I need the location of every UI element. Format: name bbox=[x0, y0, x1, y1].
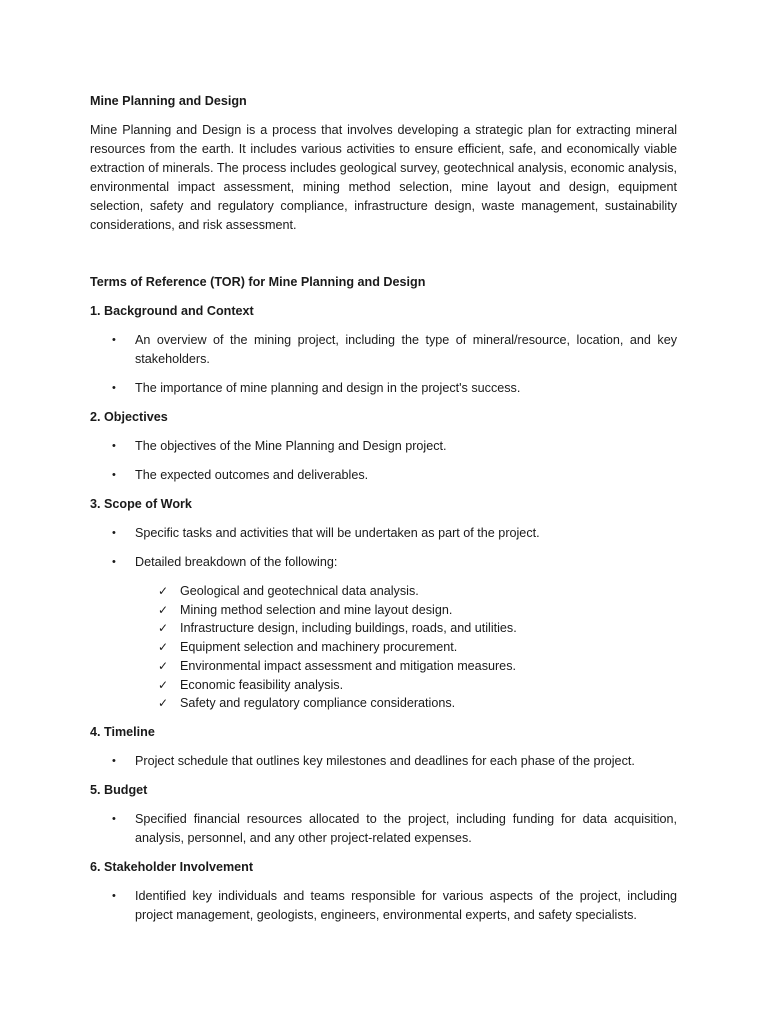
list-item-text: Specific tasks and activities that will be undertaken as part of the project. bbox=[135, 526, 540, 540]
list-item-text: Specified financial resources allocated to the project, including funding for data acquisition, analysis, personnel, and any other project-related expenses. bbox=[135, 811, 677, 845]
list-item-text: The objectives of the Mine Planning and Design project. bbox=[135, 439, 447, 453]
bullet-list-budget bbox=[90, 810, 677, 848]
bullet-icon: • bbox=[112, 334, 116, 346]
checklist-item bbox=[90, 619, 677, 638]
checklist-scope bbox=[90, 582, 677, 713]
list-item bbox=[90, 887, 677, 925]
section-heading-stakeholders: 6. Stakeholder Involvement bbox=[90, 859, 254, 874]
document-page bbox=[90, 92, 677, 935]
checklist-item bbox=[90, 676, 677, 695]
list-item bbox=[90, 752, 677, 771]
list-item-text: An overview of the mining project, including the type of mineral/resource, location, and key stakeholders. bbox=[135, 333, 677, 366]
checklist-item-text: Environmental impact assessment and mitigation measures. bbox=[180, 658, 516, 673]
bullet-icon: • bbox=[112, 889, 116, 902]
intro-paragraph: Mine Planning and Design is a process that involves developing a strategic plan for extracting mineral resources from the earth. It includes various activities to ensure efficient, safe, and economically viable extraction of minerals. The process includes geological survey, geotechnical analysis, economic analysis, environmental impact assessment, mining method selection, mine layout and design, equipment selection, safety and regulatory compliance, infrastructure design, waste management, sustainability considerations, and risk assessment. bbox=[90, 123, 677, 232]
list-item-text: The expected outcomes and deliverables. bbox=[135, 468, 369, 482]
list-item bbox=[90, 331, 677, 369]
checkmark-icon: ✓ bbox=[158, 621, 169, 636]
checklist-item-text: Mining method selection and mine layout design. bbox=[180, 602, 453, 617]
tor-title: Terms of Reference (TOR) for Mine Planning and Design bbox=[90, 275, 426, 289]
bullet-list-background bbox=[90, 331, 677, 398]
checklist-item-text: Economic feasibility analysis. bbox=[180, 677, 344, 692]
list-item bbox=[90, 437, 677, 456]
bullet-list-stakeholders bbox=[90, 887, 677, 925]
list-item bbox=[90, 379, 677, 398]
checklist-item bbox=[90, 657, 677, 676]
bullet-icon: • bbox=[112, 527, 116, 539]
bullet-icon: • bbox=[112, 754, 116, 767]
checkmark-icon: ✓ bbox=[158, 658, 169, 673]
list-item bbox=[90, 524, 677, 543]
bullet-list-scope bbox=[90, 524, 677, 572]
checklist-item bbox=[90, 638, 677, 657]
list-item bbox=[90, 553, 677, 572]
bullet-list-objectives bbox=[90, 437, 677, 485]
checklist-item-text: Infrastructure design, including buildings, roads, and utilities. bbox=[180, 621, 517, 636]
bullet-icon: • bbox=[112, 382, 116, 394]
checklist-item bbox=[90, 694, 677, 713]
section-heading-objectives: 2. Objectives bbox=[90, 410, 168, 424]
checklist-item bbox=[90, 582, 677, 601]
bullet-icon: • bbox=[112, 556, 116, 568]
checkmark-icon: ✓ bbox=[158, 602, 169, 617]
checklist-item-text: Safety and regulatory compliance considerations. bbox=[180, 696, 456, 711]
checklist-item bbox=[90, 601, 677, 620]
checklist-item-text: Equipment selection and machinery procurement. bbox=[180, 640, 458, 655]
list-item bbox=[90, 810, 677, 848]
list-item-text: Detailed breakdown of the following: bbox=[135, 555, 338, 569]
document-title: Mine Planning and Design bbox=[90, 94, 247, 108]
list-item-text: Project schedule that outlines key milestones and deadlines for each phase of the project. bbox=[135, 753, 635, 768]
section-heading-budget: 5. Budget bbox=[90, 782, 148, 797]
section-heading-timeline: 4. Timeline bbox=[90, 724, 155, 739]
checkmark-icon: ✓ bbox=[158, 696, 169, 711]
section-heading-scope: 3. Scope of Work bbox=[90, 497, 192, 511]
bullet-icon: • bbox=[112, 440, 116, 452]
section-heading-background: 1. Background and Context bbox=[90, 304, 254, 318]
checkmark-icon: ✓ bbox=[158, 677, 169, 692]
list-item-text: The importance of mine planning and design in the project's success. bbox=[135, 381, 521, 395]
list-item bbox=[90, 466, 677, 485]
bullet-icon: • bbox=[112, 812, 116, 825]
bullet-list-timeline bbox=[90, 752, 677, 771]
checkmark-icon: ✓ bbox=[158, 584, 169, 598]
checkmark-icon: ✓ bbox=[158, 640, 169, 655]
list-item-text: Identified key individuals and teams responsible for various aspects of the project, including project management, geologists, engineers, environmental experts, and safety specialists. bbox=[135, 888, 677, 922]
checklist-item-text: Geological and geotechnical data analysis. bbox=[180, 584, 419, 598]
bullet-icon: • bbox=[112, 469, 116, 481]
